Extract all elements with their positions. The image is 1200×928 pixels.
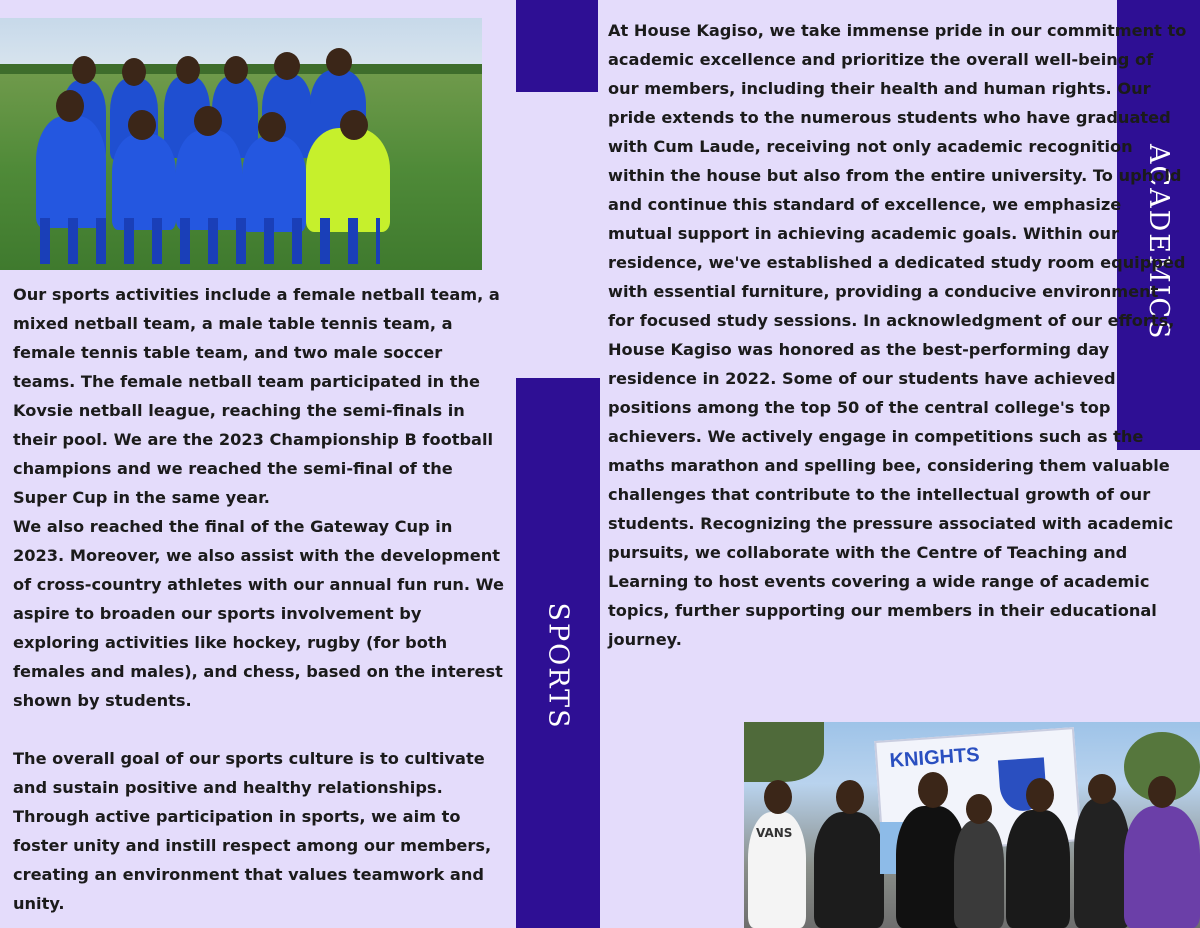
soccer-team-photo — [0, 18, 482, 270]
sports-heading: SPORTS — [542, 602, 574, 730]
sports-paragraph-3: The overall goal of our sports culture is to cultivate and sustain positive and healthy relationships. Through active participation in sports, we aim to foster unity and instill respect among our members, creating an environment that values teamwork and unity. — [13, 749, 492, 913]
academics-text — [608, 16, 1188, 654]
academics-paragraph: At House Kagiso, we take immense pride in our commitment to academic excellence and prioritize the overall well-being of our members, including their health and human rights. Our pride extends to the numerous students who have graduated with Cum Laude, receiving not only academic recognition within the house but also from the entire university. To uphold and continue this standard of excellence, we emphasize mutual support in achieving academic goals. Within our residence, we've established a dedicated study room equipped with essential furniture, providing a conducive environment for focused study sessions. In acknowledgment of our efforts, House Kagiso was honored as the best-performing day residence in 2022. Some of our students have achieved positions among the top 50 of the central college's top achievers. We actively engage in competitions such as the maths marathon and spelling bee, considering them valuable challenges that contribute to the intellectual growth of our students. Recognizing the pressure associated with academic pursuits, we collaborate with the Centre of Teaching and Learning to host events covering a wide range of academic topics, further supporting our members in their educational journey. — [608, 21, 1187, 649]
graduation-group-photo — [744, 722, 1200, 928]
sports-text — [13, 280, 508, 918]
academics-heading: ACADEMICS — [1143, 144, 1174, 341]
banner-text: KNIGHTS — [888, 743, 981, 773]
sports-paragraph-2: We also reached the final of the Gateway Cup in 2023. Moreover, we also assist with the development of cross-country athletes with our annual fun run. We aspire to broaden our sports involvement by exploring activities like hockey, rugby (for both females and males), and chess, based on the interest shown by students. — [13, 517, 504, 710]
shirt-text: VANS — [756, 826, 793, 840]
sports-band — [516, 378, 600, 928]
decorative-band-top — [516, 0, 598, 92]
sports-paragraph-1: Our sports activities include a female netball team, a mixed netball team, a male table tennis team, a female tennis table team, and two male soccer teams. The female netball team participated in the Kovsie netball league, reaching the semi-finals in their pool. We are the 2023 Championship B football champions and we reached the semi-final of the Super Cup in the same year. — [13, 285, 500, 507]
